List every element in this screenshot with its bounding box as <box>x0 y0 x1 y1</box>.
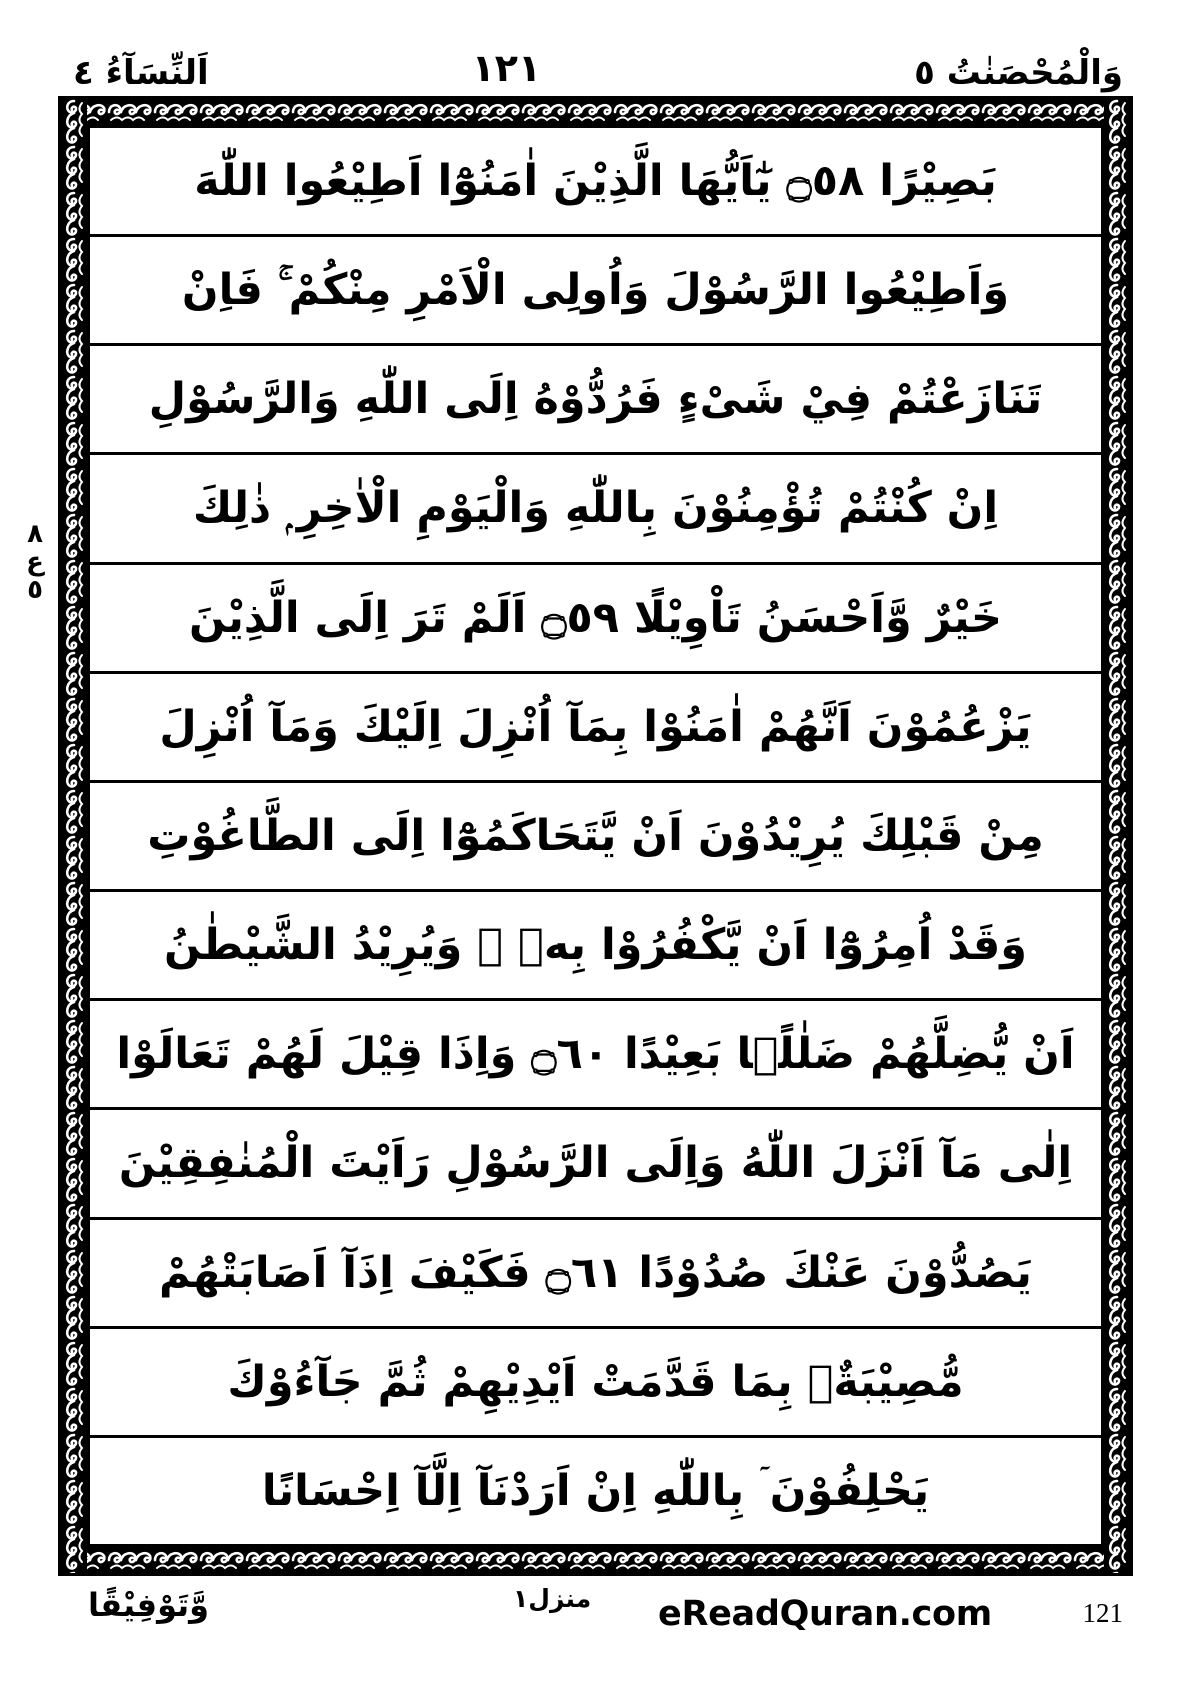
ayah-line-text: مُّصِيْبَةٌۢ بِمَا قَدَّمَتْ اَيْدِيْهِمْ ثُمَّ جَآءُوْكَ <box>227 1356 964 1407</box>
ayah-line <box>90 783 1101 892</box>
page-footer <box>58 1584 1133 1654</box>
ayah-line-text: يَحْلِفُوْنَ ۤ بِاللّٰهِ اِنْ اَرَدْنَآ اِلَّآ اِحْسَانًا <box>261 1465 930 1516</box>
frame-ornament-left-icon <box>61 99 87 1573</box>
catchword-label: وَّتَوْفِيْقًا <box>88 1586 210 1624</box>
ruku-marker <box>14 520 56 604</box>
ayah-line-text: مِنْ قَبْلِكَ يُرِيْدُوْنَ اَنْ يَّتَحَاكَمُوْٓا اِلَى الطَّاغُوْتِ <box>147 810 1044 861</box>
ayah-line-text: خَيْرٌ وَّاَحْسَنُ تَاْوِيْلًا ۝٥٩ اَلَمْ تَرَ اِلَى الَّذِيْنَ <box>189 592 1002 643</box>
footer-page-number: 121 <box>1082 1598 1123 1628</box>
ayah-line <box>90 1329 1101 1438</box>
page-number-arabic: ١٢١ <box>471 46 542 90</box>
ayah-line <box>90 674 1101 783</box>
ayah-line <box>90 1110 1101 1219</box>
page-header <box>45 28 1145 93</box>
ayah-line <box>90 237 1101 346</box>
ruku-ayah-count: ٨ <box>27 519 43 549</box>
ruku-symbol-icon: ع <box>26 547 44 578</box>
surah-name-label: اَلنِّسَآءُ ٤ <box>73 53 209 93</box>
ornamental-frame <box>58 96 1133 1576</box>
ayah-line <box>90 892 1101 1001</box>
ayah-line-text: وَقَدْ اُمِرُوْٓا اَنْ يَّكْفُرُوْا بِهٖ ۭ وَيُرِيْدُ الشَّيْطٰنُ <box>163 920 1028 971</box>
ayah-line-text: اِلٰى مَآ اَنْزَلَ اللّٰهُ وَاِلَى الرَّسُوْلِ رَاَيْتَ الْمُنٰفِقِيْنَ <box>118 1138 1073 1189</box>
juz-name-label: وَالْمُحْصَنٰتُ ٥ <box>914 53 1123 93</box>
ayah-line-text: بَصِيْرًا ۝٥٨ يٰٓاَيُّهَا الَّذِيْنَ اٰمَنُوْٓا اَطِيْعُوا اللّٰهَ <box>194 156 997 206</box>
frame-ornament-right-icon <box>1104 99 1130 1573</box>
ayah-line-text: وَاَطِيْعُوا الرَّسُوْلَ وَاُولِى الْاَمْرِ مِنْكُمْ ۚ فَاِنْ <box>181 265 1010 316</box>
ayah-line <box>90 455 1101 564</box>
ayah-line <box>90 128 1101 237</box>
frame-ornament-top-icon <box>61 99 1130 125</box>
ayah-line-text: اِنْ كُنْتُمْ تُؤْمِنُوْنَ بِاللّٰهِ وَالْيَوْمِ الْاٰخِرِ ۭ ذٰلِكَ <box>192 483 999 534</box>
ayah-line-text: اَنْ يُّضِلَّهُمْ ضَلٰلًۢا بَعِيْدًا ۝٦٠ وَاِذَا قِيْلَ لَهُمْ تَعَالَوْا <box>116 1029 1075 1080</box>
manzil-label: منزل١ <box>513 1584 592 1613</box>
ayah-line <box>90 1438 1101 1544</box>
quran-text-block <box>87 125 1104 1547</box>
ayah-line <box>90 346 1101 455</box>
ayah-line-text: يَصُدُّوْنَ عَنْكَ صُدُوْدًا ۝٦١ فَكَيْفَ اِذَآ اَصَابَتْهُمْ <box>159 1247 1032 1298</box>
ruku-juz-part: ٥ <box>27 575 43 606</box>
ayah-line-text: تَنَازَعْتُمْ فِيْ شَىْءٍ فَرُدُّوْهُ اِلَى اللّٰهِ وَالرَّسُوْلِ <box>148 374 1043 425</box>
ayah-line <box>90 1220 1101 1329</box>
frame-ornament-bottom-icon <box>61 1547 1130 1573</box>
ayah-line <box>90 565 1101 674</box>
site-name-label: eReadQuran.com <box>658 1594 992 1634</box>
ayah-line <box>90 1001 1101 1110</box>
ayah-line-text: يَزْعُمُوْنَ اَنَّهُمْ اٰمَنُوْا بِمَآ اُنْزِلَ اِلَيْكَ وَمَآ اُنْزِلَ <box>159 701 1032 752</box>
